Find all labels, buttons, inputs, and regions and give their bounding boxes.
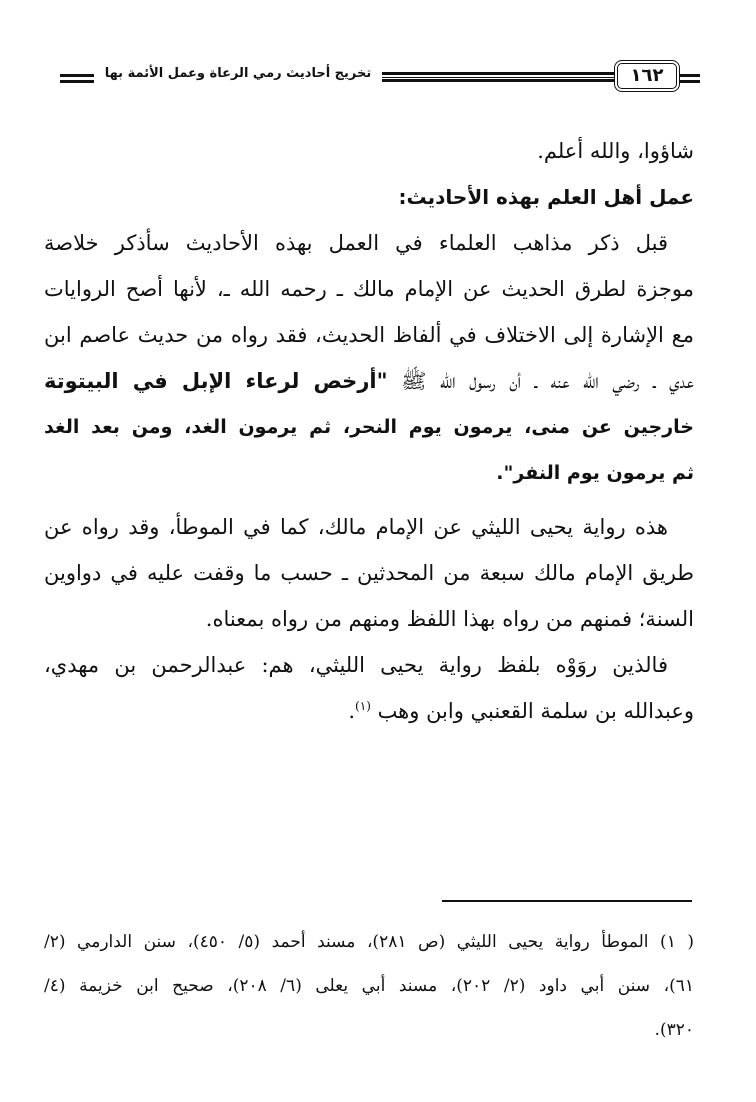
footnotes — [44, 920, 694, 1052]
hadith-quote-line: خارجين عن منى، يرمون يوم النحر، ثم يرمون الغد، ومن بعد الغد — [44, 416, 694, 438]
hadith-quote: "أرخص لرعاء الإبل في البيتوتة — [44, 369, 388, 393]
header-rule-right — [382, 72, 614, 82]
paragraph-line — [44, 688, 694, 734]
paragraph-line — [44, 358, 694, 404]
footnote-reference[interactable]: (١) — [355, 699, 371, 713]
hadith-quote-line: ثم يرمون يوم النفر". — [496, 462, 694, 484]
paragraph-text: وعبدالله بن سلمة القعنبي وابن وهب — [377, 699, 694, 723]
paragraph-gap — [44, 496, 694, 504]
closing-line: شاؤوا، والله أعلم. — [537, 139, 694, 163]
paragraph-line: موجزة لطرق الحديث عن الإمام مالك ـ رحمه الله ـ، لأنها أصح الروايات — [44, 277, 694, 301]
section-heading: عمل أهل العلم بهذه الأحاديث: — [398, 185, 694, 209]
paragraph-line: فالذين روَوْه بلفظ رواية يحيى الليثي، هم: عبدالرحمن بن مهدي، — [44, 653, 668, 677]
footnote-line: ( ١) الموطأ رواية يحيى الليثي (ص ٢٨١)، مسند أحمد (٥/ ٤٥٠)، سنن الدارمي (٢/ — [44, 932, 694, 952]
footnote-line: ٦١)، سنن أبي داود (٢/ ٢٠٢)، مسند أبي يعلى (٦/ ٢٠٨)، صحيح ابن خزيمة (٤/ — [44, 976, 694, 996]
footnote-line: ٣٢٠). — [654, 1020, 694, 1040]
paragraph-line: السنة؛ فمنهم من رواه بهذا اللفظ ومنهم من رواه بمعناه. — [205, 607, 694, 631]
footnote-separator — [442, 900, 692, 902]
page-number: ١٦٢ — [630, 65, 664, 86]
paragraph-line: هذه رواية يحيى الليثي عن الإمام مالك، كما في الموطأ، وقد رواه عن — [44, 515, 668, 539]
header-title: تخريج أحاديث رمي الرعاة وعمل الأئمة بها — [104, 66, 372, 81]
header-rule-left-lower — [60, 80, 94, 83]
body-text — [44, 128, 694, 734]
paragraph-text: عدي ـ رضي الله عنه ـ أن رسول الله ﷺ — [401, 369, 694, 393]
header-edge-rule — [680, 74, 700, 77]
page-number-frame — [614, 60, 680, 92]
sentence-end: . — [348, 699, 356, 723]
header-edge-rule-lower — [680, 80, 700, 83]
header-rule-right-inner — [382, 77, 614, 78]
header-rule-left — [60, 74, 94, 77]
paragraph-line: طريق الإمام مالك سبعة من المحدثين ـ حسب ما وقفت عليه في دواوين — [44, 561, 694, 585]
paragraph-line: مع الإشارة إلى الاختلاف في ألفاظ الحديث، فقد رواه من حديث عاصم ابن — [44, 323, 694, 347]
running-header — [60, 58, 700, 100]
paragraph-line: قبل ذكر مذاهب العلماء في العمل بهذه الأحاديث سأذكر خلاصة — [44, 231, 668, 255]
